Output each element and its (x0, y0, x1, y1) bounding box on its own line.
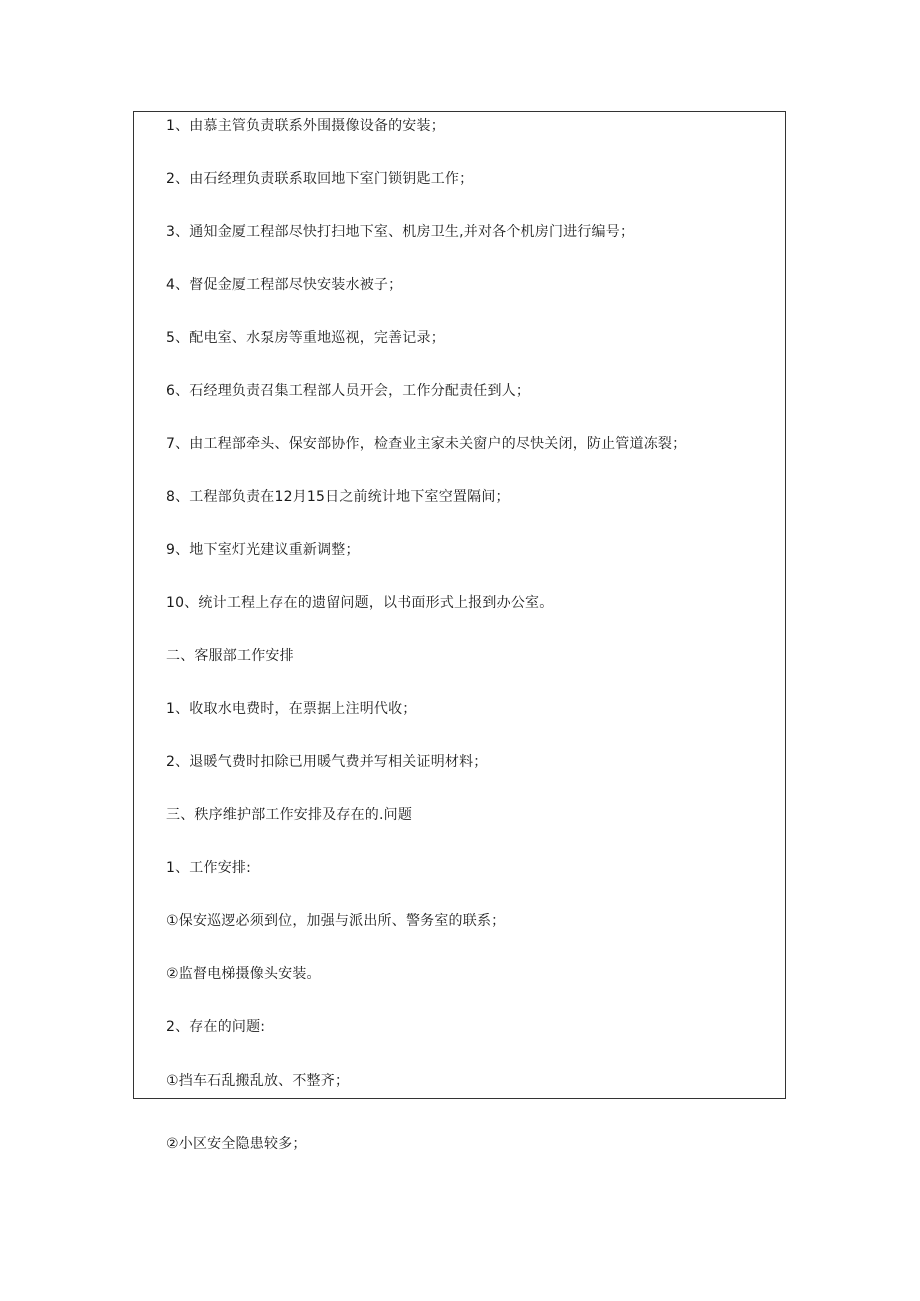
section-heading: 三、秩序维护部工作安排及存在的.问题 (166, 807, 413, 823)
list-item: 7、由工程部牵头、保安部协作，检查业主家未关窗户的尽快关闭，防止管道冻裂； (166, 436, 687, 452)
list-item: 1、工作安排: (166, 860, 252, 876)
list-item: 2、由石经理负责联系取回地下室门锁钥匙工作； (166, 171, 474, 187)
list-item: 8、工程部负责在12月15日之前统计地下室空置隔间； (166, 489, 510, 505)
list-item: 1、收取水电费时，在票据上注明代收； (166, 701, 417, 717)
list-item: ②监督电梯摄像头安装。 (166, 966, 321, 982)
list-item: 1、由慕主管负责联系外围摄像设备的安装； (166, 118, 445, 134)
list-item: 9、地下室灯光建议重新调整； (166, 542, 360, 558)
list-item: 2、存在的问题: (166, 1019, 266, 1035)
section-heading: 二、客服部工作安排 (166, 648, 294, 664)
list-item: 10、统计工程上存在的遗留问题，以书面形式上报到办公室。 (166, 595, 554, 611)
list-item: 3、通知金厦工程部尽快打扫地下室、机房卫生,并对各个机房门进行编号； (166, 224, 635, 240)
list-item: 2、退暖气费时扣除已用暖气费并写相关证明材料； (166, 754, 488, 770)
list-item: 5、配电室、水泵房等重地巡视，完善记录； (166, 330, 445, 346)
list-item: ②小区安全隐患较多； (166, 1136, 307, 1152)
list-item: 4、督促金厦工程部尽快安装水被子； (166, 277, 403, 293)
list-item: ①挡车石乱搬乱放、不整齐； (166, 1073, 350, 1089)
list-item: ①保安巡逻必须到位，加强与派出所、警务室的联系； (166, 913, 506, 929)
list-item: 6、石经理负责召集工程部人员开会，工作分配责任到人； (166, 383, 531, 399)
